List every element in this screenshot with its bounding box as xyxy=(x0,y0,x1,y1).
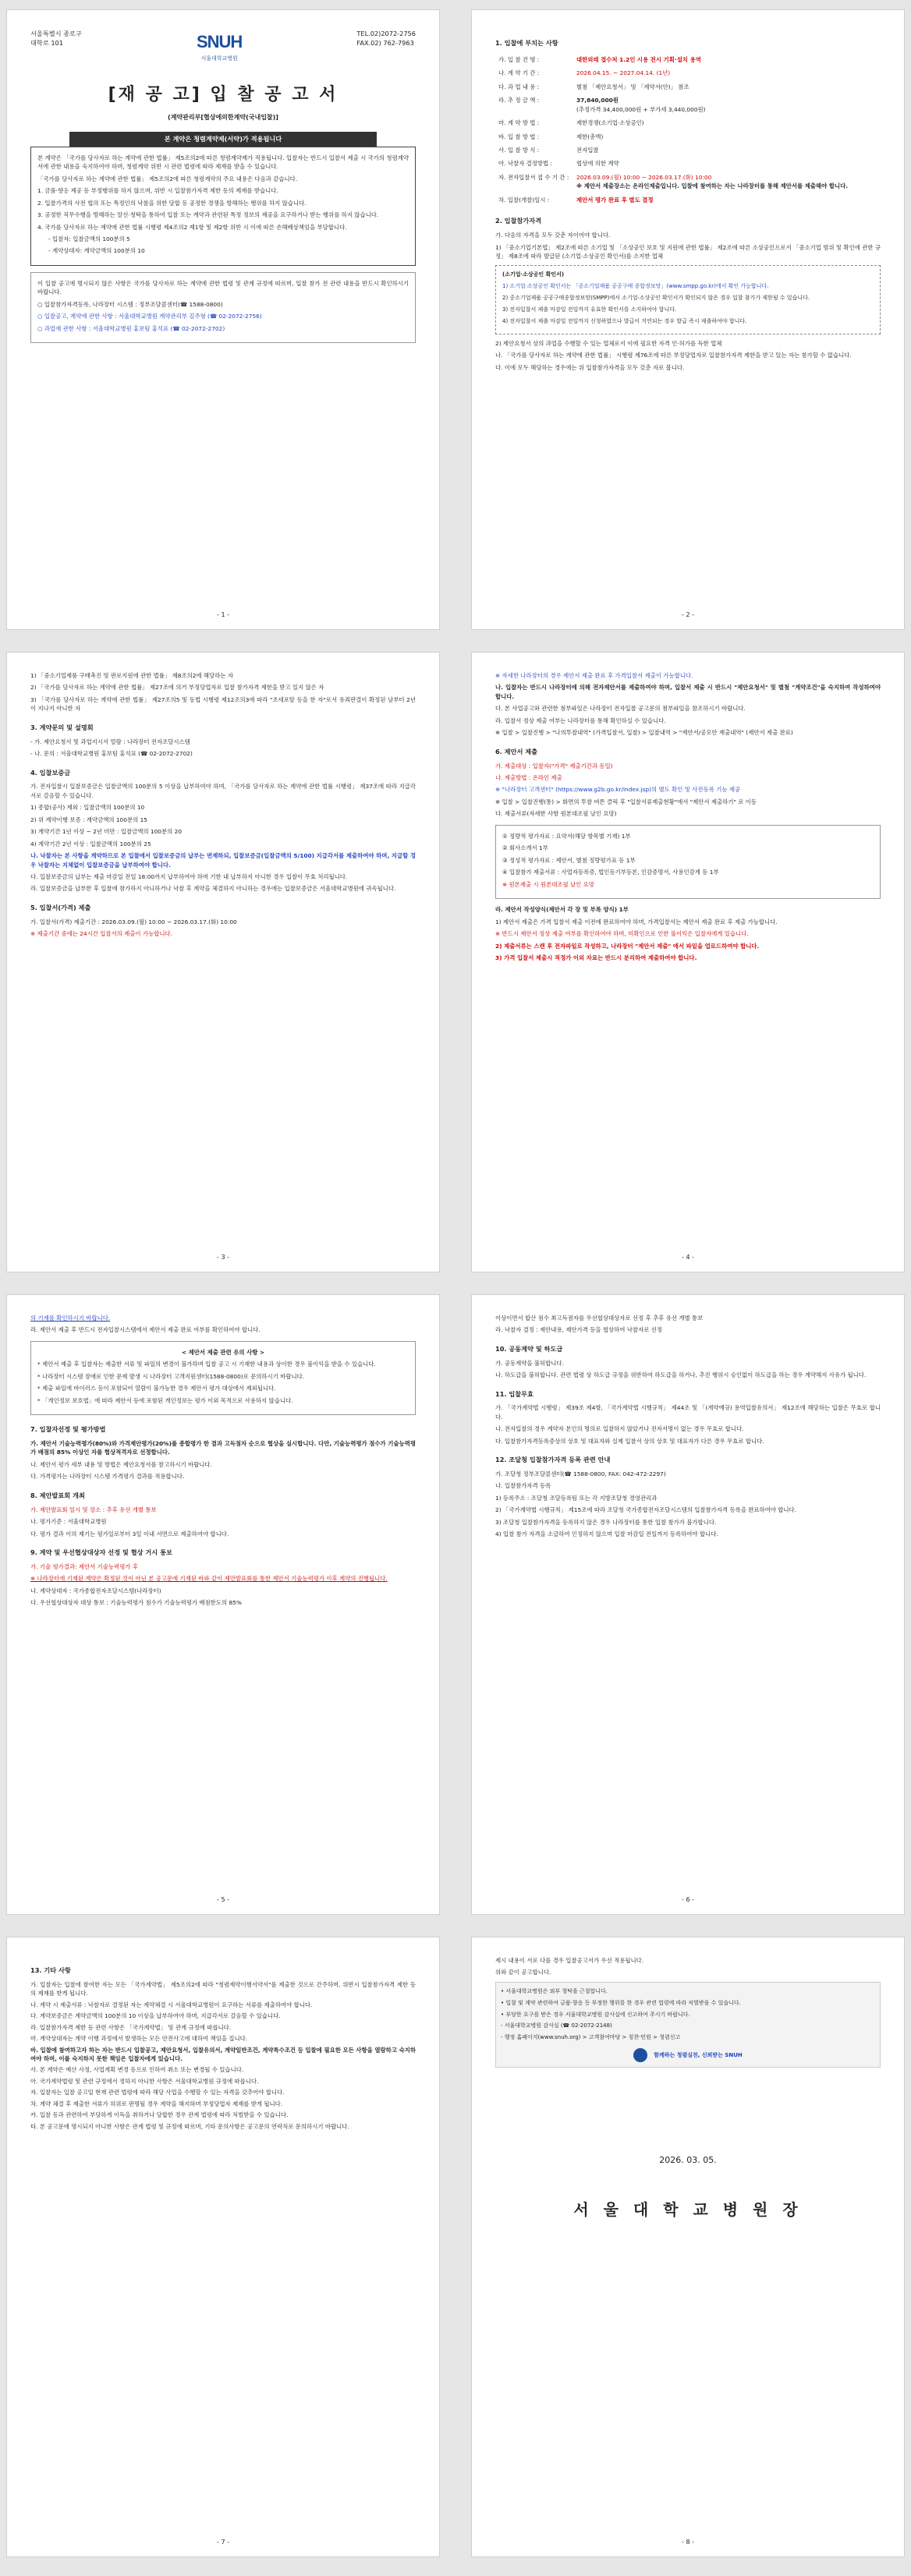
integrity-item: 1. 금품·향응 제공 등 부정행위를 하지 않으며, 위반 시 입찰참가자격 제한 등의 제재를 받습니다. xyxy=(37,187,278,195)
paragraph: 라. 제안서 작성양식(제안서 각 장 및 부록 양식) 1부 xyxy=(495,906,629,914)
table-row: 자. 전자입찰서 접 수 기 간 : 2026.03.09.(월) 10:00 ~ 2026.03.17.(화) 10:00 ※ 제안서 제출장소는 온라인제출입니다. 입찰에 참여하는 자는 나라장터를 통해 제안서를 제출해야 합니다. xyxy=(495,171,881,193)
paragraph: 타. 본 공고문에 명시되지 아니한 사항은 관계 법령 및 규정에 따르며, 기타 문의사항은 공고문의 연락처로 문의하시기 바랍니다. xyxy=(30,2122,349,2130)
page-1 xyxy=(6,9,440,630)
address: 서울특별시 종로구 xyxy=(30,30,82,37)
receipt-note: ※ 제안서 제출장소는 온라인제출입니다. 입찰에 참여하는 자는 나라장터를 통해 제안서를 제출해야 합니다. xyxy=(576,182,849,190)
integrity-item: 3. 공정한 직무수행을 방해하는 알선·청탁을 통하여 입찰 또는 계약과 관련된 특정 정보의 제공을 요구하거나 받는 행위를 하지 않습니다. xyxy=(37,211,379,219)
letterhead xyxy=(30,29,416,63)
paragraph: 나. 전자입찰의 경우 계약자 본인의 명의로 입찰하지 않았거나 전자서명이 없는 경우 무효로 합니다. xyxy=(495,1425,744,1433)
paragraph: 다. 입찰보증금의 납부는 제출 마감일 전일 18:00까지 납부하여야 하며 기한 내 납부하지 아니한 경우 입찰이 무효 처리됩니다. xyxy=(30,872,348,880)
page-number: - 7 - xyxy=(217,2538,229,2546)
page-number: - 5 - xyxy=(217,1895,229,1903)
section-heading: 11. 입찰무효 xyxy=(495,1389,533,1398)
paragraph: 다. 계약보증금은 계약금액의 100분의 10 이상을 납부하여야 하며, 지급각서로 갈음할 수 있습니다. xyxy=(30,2012,281,2020)
submission-documents-box: ① 정량적 평가자료 : 요약서(해당 항목별 기재) 1부 ② 회사소개서 1부 ③ 정성적 평가자료 : 제안서, 별첨 정량평가표 등 1부 ④ 입찰참가 제출서류 : 사업자등록증, 법인등기부등본, 인감증명서, 사용인감계 등 1부 ※ 원본제출 시 원본대조필 날인 요망 xyxy=(495,825,881,899)
paragraph: 나. 제안서 평가 세부 내용 및 방법은 제안요청서를 참고하시기 바랍니다. xyxy=(30,1460,212,1468)
paragraph: 라. 낙찰자 결정 : 제안내용, 제안가격 등을 협상하여 낙찰자로 선정 xyxy=(495,1326,662,1334)
integrity-slogan: 함께하는 청렴실천, 신뢰받는 SNUH xyxy=(501,2048,875,2062)
section-heading: 7. 입찰자선정 및 평가방법 xyxy=(30,1425,106,1434)
paragraph: ※ "나라장터 고객센터" (https://www.g2b.go.kr/index.jsp)의 별도 확인 및 사전등록 기능 제공 xyxy=(495,786,741,794)
paragraph: 나. 평가기준 : 서울대학교병원 xyxy=(30,1518,107,1526)
page-7 xyxy=(6,1937,440,2557)
intro-text: 본 계약은 「국가를 당사자로 하는 계약에 관한 법률」 제5조의2에 따른 청렴계약제가 적용됩니다. 입찰자는 반드시 입찰서 제출 시 국가의 청렴계약서에 관한 내용을 숙지하여야 하며, 청렴계약 위반 시 관련 법령에 따라 제재를 받을 수 있습니다. xyxy=(37,154,409,171)
page-number: - 8 - xyxy=(682,2538,694,2546)
paragraph: 가. 제안서 기술능력평가(80%)와 가격제안평가(20%)를 종합평가 한 결과 고득점자 순으로 협상을 실시합니다. 다만, 기술능력평가 점수가 기술능력평가 배점의 85% 이상인 자를 협상적격자로 선정합니다. xyxy=(30,1439,416,1456)
paragraph: 가. 제안발표회 일시 및 장소 : 추후 유선 개별 통보 xyxy=(30,1506,157,1513)
paragraph: 나. 입찰자는 반드시 나라장터에 의해 전자제안서를 제출하여야 하며, 입찰서 제출 시 반드시 "제안요청서" 및 별첨 "계약조건"을 숙지하여 작성하여야 합니다. xyxy=(495,684,881,700)
paragraph: 다. 평가 결과 이의 제기는 평가일로부터 3일 이내 서면으로 제출하여야 합니다. xyxy=(30,1530,229,1537)
section-heading: 6. 제안서 제출 xyxy=(495,747,538,755)
paragraph: 가. 입찰자는 입찰에 참여한 자는 모든 「국가계약법」 제5조의2에 따라 "청렴계약이행서약서"를 제출한 것으로 간주하며, 위반시 입찰참가자격 제한 등의 제재를 받게 됩니다. xyxy=(30,1980,416,1997)
paragraph: 3) 조달청 입찰참가자격을 등록하지 않은 경우 나라장터를 통한 입찰 참가가 불가합니다. xyxy=(495,1518,717,1526)
paragraph: 1) 등록주소 : 조달청 조달등록팀 또는 각 지방조달청 경영관리과 xyxy=(495,1494,658,1502)
paragraph: ※ 제출기간 중에는 24시간 입찰서의 제출이 가능합니다. xyxy=(30,930,172,938)
paragraph: 나. 입찰참가자격 등록 xyxy=(495,1482,551,1490)
paragraph: 2) 제출서류는 스캔 후 전자파일로 작성하고, 나라장터 "제안서 제출" 에서 파일을 업로드하여야 합니다. xyxy=(495,942,760,950)
table-row: 차. 입찰(개찰)일시 : 제안서 평가 완료 후 별도 결정 xyxy=(498,196,654,203)
hospital-logo: SNUH 서울대학교병원 xyxy=(196,32,243,62)
paragraph: 나. 「국가를 당사자로 하는 계약에 관한 법률」 시행령 제76조에 따른 부정당업자로 입찰참가자격 제한을 받고 있는 자는 참가할 수 없습니다. xyxy=(495,352,852,359)
paragraph: 4) 입찰 참가 자격을 소급하여 인정하지 않으며 입찰 마감일 전일까지 등록하여야 합니다. xyxy=(495,1530,718,1538)
table-row: 가. 입 찰 건 명 : 대한외래 접수처 1.2인 시용 전시 기획·설치 용역 xyxy=(498,55,701,63)
paragraph: 가. 기술 평가결과: 제안서 기술능력평가 후 xyxy=(30,1562,138,1570)
table-row: 아. 낙찰자 결정방법 : 협상에 의한 계약 xyxy=(498,160,619,168)
document-subtitle: (계약관리부[협상에의한계약(국내입찰)] xyxy=(168,113,278,121)
paragraph: 4) 계약기간 2년 이상 : 입찰금액의 100분의 25 xyxy=(30,840,151,847)
vat-note: (추정가격 34,400,000원 + 부가세 3,440,000원) xyxy=(576,105,706,113)
intro-text-2: 「국가를 당사자로 하는 계약에 관한 법률」 제5조의2에 따른 청렴계약의 주요 내용은 다음과 같습니다. xyxy=(37,175,298,182)
page-number: - 1 - xyxy=(217,610,229,618)
anti-corruption-box: • 서울대학교병원은 외부 청탁을 근절합니다. • 입찰 및 계약 관련하여 금품·향응 등 부정한 행위를 한 경우 관련 법령에 따라 처벌받을 수 있습니다. • 부당한 요구를 받은 경우 서울대학교병원 감사실에 신고하여 주시기 바랍니다. - 서울대학교병원 감사실 (☎ 02-2072-2148) - 행정 홈페이지(www.snuh.org) > 고객참여마당 > 칭찬·민원 > 청렴신고 함께하는 청렴실천, 신뢰받는 SNUH xyxy=(495,1982,881,2068)
paragraph: 위와 같이 공고합니다. xyxy=(495,1969,551,1976)
bid-info-table xyxy=(495,53,881,207)
page-number: - 6 - xyxy=(682,1895,694,1903)
integrity-banner: 본 계약은 청렴계약제(서약)가 적용됩니다 xyxy=(69,132,377,147)
paragraph: 가. 「국가계약법 시행령」 제39조 제4항, 「국가계약법 시행규칙」 제44조 및 「(계약예규) 용역입찰유의서」 제12조에 해당하는 입찰은 무효로 합니다. xyxy=(495,1404,881,1421)
section-heading: 8. 제안발표회 개최 xyxy=(30,1491,85,1499)
paragraph: 의 기재를 확인하시기 바랍니다. xyxy=(30,1315,111,1322)
paragraph: ※ 입찰 > 입찰진행(통) > 화면의 투찰 버튼 클릭 후 "입찰서류제출현황"에서 "제안서 제출하기" 로 이동 xyxy=(495,798,757,805)
page-6 xyxy=(471,1294,905,1915)
paragraph: 차. 계약 체결 후 제출한 서류가 허위로 판명될 경우 계약을 해지하며 부정당업자 제재를 받게 됩니다. xyxy=(30,2100,283,2107)
page-5 xyxy=(6,1294,440,1915)
integrity-item: 2. 입찰가격의 사전 협의 또는 특정인의 낙찰을 위한 담합 등 공정한 경쟁을 방해하는 행위를 하지 않습니다. xyxy=(37,199,307,207)
page-number: - 4 - xyxy=(682,1253,694,1261)
page-number: - 2 - xyxy=(682,610,694,618)
paragraph: 가. 입찰서(가격) 제출기간 : 2026.03.09.(월) 10:00 ~ 2026.03.17.(화) 10:00 xyxy=(30,918,237,925)
section-heading: 2. 입찰참가자격 xyxy=(495,217,542,225)
page-8 xyxy=(471,1937,905,2557)
paragraph: 사. 본 계약은 예산 사정, 사업계획 변경 등으로 인하여 취소 또는 변경될 수 있습니다. xyxy=(30,2066,244,2074)
announcement-date: 2026. 03. 05. xyxy=(659,2155,717,2166)
paragraph: ※ 입찰 > 입찰진행 > "나의투찰내역" (가격입찰서, 입찰) > 입찰내역 > "제안서/공모안 제출내역" (제안서 제출 완료) xyxy=(495,729,793,737)
paragraph: 2) 「국가를 당사자로 하는 계약에 관한 법률」 제27조에 의거 부정당업자로 입찰 참가자격 제한을 받고 있지 않은 자 xyxy=(30,684,324,692)
signer: 서 울 대 학 교 병 원 장 xyxy=(573,2200,803,2220)
paragraph: 나. 하도급을 불허합니다. 관련 법령 상 하도급 규정을 위반하여 하도급을 하거나, 추진 행위시 승인없이 하도급을 하는 경우 계약해지 사유가 됩니다. xyxy=(495,1371,867,1379)
table-row: 나. 계 약 기 간 : 2026.04.15. ~ 2027.04.14. (1년) xyxy=(498,69,671,77)
contact-line: ○ 과업에 관한 사항 : 서울대학교병원 홍보팀 홍석표 (☎ 02-2072-2702) xyxy=(37,324,225,332)
page-3 xyxy=(6,652,440,1272)
table-row: 라. 추 정 금 액 : 37,840,000원 (추정가격 34,400,000원 + 부가세 3,440,000원) xyxy=(495,94,881,116)
section-heading: 12. 조달청 입찰참가자격 등록 관련 안내 xyxy=(495,1456,611,1464)
paragraph: 다. 입찰참가자격등록증상의 상호 및 대표자와 실제 입찰서 상의 상호 및 대표자가 다른 경우 무효로 합니다. xyxy=(495,1437,764,1445)
paragraph: 나. 제출방법 : 온라인 제출 xyxy=(495,773,562,781)
section-heading: 4. 입찰보증금 xyxy=(30,768,71,777)
paragraph: 다. 우선협상대상자 대상 통보 : 기술능력평가 점수가 기술능력평가 배점한도의 85% xyxy=(30,1599,242,1607)
paragraph: 3) 계약기간 1년 이상 ~ 2년 미만 : 입찰금액의 100분의 20 xyxy=(30,828,183,836)
paragraph: 가. 공동계약을 불허합니다. xyxy=(495,1359,564,1367)
integrity-contract-box xyxy=(30,147,416,266)
paragraph: ※ 자세한 나라장터의 경우 제안서 제출 완료 후 가격입찰서 제출이 가능합니다. xyxy=(495,672,693,679)
paragraph: ※ 반드시 제안서 정상 제출 여부를 확인하여야 하며, 미확인으로 인한 불이익은 입찰자에게 있습니다. xyxy=(495,930,749,938)
table-row: 다. 과 업 내 용 : 별첨 「제안요청서」 및 「계약서(안)」 참조 xyxy=(498,83,689,90)
table-row: 바. 입 찰 방 법 : 제한(총액) xyxy=(498,133,604,140)
integrity-item: 4. 국가를 당사자로 하는 계약에 관한 법률 시행령 제4조의2 제1항 및 제2항 위반 시 이에 따른 손해배상책임을 부담합니다. xyxy=(37,223,347,231)
paragraph: 다. 제출서류(자세한 사항 원본대조필 날인 요망) xyxy=(495,810,617,818)
submission-notice-box: < 제안서 제출 관련 유의 사항 > * 제안서 제출 후 입찰자는 제출한 서류 및 파일의 변경이 불가하며 입찰 공고 시 기재한 내용과 상이한 경우 불이익을 받을 수 있습니다. * 나라장터 시스템 장애로 인한 문제 발생 시 나라장터 고객지원센터(1588-0800)로 문의하시기 바랍니다. * 제출 파일에 바이러스 등이 포함되어 열람이 불가능한 경우 제안서 평가 대상에서 제외됩니다. * 「개인정보 보호법」에 따라 제안서 등에 포함된 개인정보는 평가 이외 목적으로 사용하지 않습니다. xyxy=(30,1341,416,1415)
paragraph: - 나. 문의 : 서울대학교병원 홍보팀 홍석표 (☎ 02-2072-2702) xyxy=(30,750,193,758)
paragraph: - 가. 제안요청서 및 과업지시서 열람 : 나라장터 전자조달시스템 xyxy=(30,738,190,745)
paragraph: 1) 제안서 제출은 가격 입찰서 제출 이전에 완료하여야 하며, 가격입찰서는 제안서 제출 완료 후 제출 가능합니다. xyxy=(495,918,778,925)
paragraph: 2) 제안요청서 상의 과업을 수행할 수 있는 업체로서 이에 필요한 자격 인·허가를 득한 업체 xyxy=(495,339,722,347)
paragraph: 2) 위 계약이행 보증 : 계약금액의 100분의 15 xyxy=(30,816,147,823)
paragraph: 라. 입찰참가자격 제한 등 관련 사항은 「국가계약법」 및 관계 규정에 따릅니다. xyxy=(30,2023,232,2031)
paragraph: 다. 이에 모두 해당하는 경우에는 위 입찰참가자격을 모두 갖춘 자로 봅니다. xyxy=(495,363,685,371)
contact-box xyxy=(30,272,416,343)
paragraph: 자. 입찰자는 입찰 공고일 현재 관련 법령에 따라 해당 사업을 수행할 수 있는 자격을 갖추어야 합니다. xyxy=(30,2089,285,2097)
paragraph: 이상이면서 합산 점수 최고득점자를 우선협상대상자로 선정 후 추후 유선 개별 통보 xyxy=(495,1315,704,1322)
table-row: 사. 입 찰 방 식 : 전자입찰 xyxy=(498,146,599,154)
paragraph: 가. 조달청 정부조달콜센터(☎ 1588-0800, FAX: 042-472-2297) xyxy=(495,1470,666,1477)
section-heading: 5. 입찰서(가격) 제출 xyxy=(30,903,91,911)
paragraph: 1) 종합(공사) 제외 : 입찰금액의 100분의 10 xyxy=(30,804,145,812)
paragraph: 가. 제출대상 : 입찰자("가격" 제출기간과 동일) xyxy=(495,762,613,770)
paragraph: 1) 「중소기업제품 구매촉진 및 판로지원에 관한 법률」 제8조의2에 해당하는 자 xyxy=(30,672,233,679)
paragraph: 가. 다음의 자격을 모두 갖춘 자이어야 합니다. xyxy=(495,232,611,239)
section-heading: 9. 계약 및 우선협상대상자 선정 및 협상 거시 통보 xyxy=(30,1548,172,1556)
contact-line: ○ 입찰참가자격등록, 나라장터 시스템 : 정부조달콜센터(☎ 1588-0800) xyxy=(37,300,223,308)
paragraph: 다. 본 사업공고와 관련한 첨부파일은 나라장터 전자입찰 공고문의 첨부파일을 참조하시기 바랍니다. xyxy=(495,705,746,713)
section-heading: 10. 공동계약 및 하도급 xyxy=(495,1344,563,1353)
paragraph: 3) 「국가를 당사자로 하는 계약에 관한 법률」 제27조의5 및 동법 시행령 제12조의3에 따라 "조세포탈 등을 한 자"로서 유죄판결이 확정된 날부터 2년이 지나지 아니한 자 xyxy=(30,695,416,713)
paragraph: 라. 입찰서 정상 제출 여부는 나라장터를 통해 확인하실 수 있습니다. xyxy=(495,717,666,724)
paragraph: 1) 「중소기업기본법」 제2조에 따른 소기업 및 「소상공인 보호 및 지원에 관한 법률」 제2조에 따른 소상공인으로서 「중소기업 범위 및 확인에 관한 규정」 제8조에 따라 발급된 (소기업·소상공인 확인서)를 소지한 업체 xyxy=(495,243,881,260)
paragraph: 나. 낙찰자는 본 사항을 계약하므로 본 입찰에서 입찰보증금의 납부는 면제하되, 입찰보증금(입찰금액의 5/100) 지급각서를 제출하여야 하며, 지급할 경우 낙찰자는 지체없이 입찰보증금을 납부하여야 합니다. xyxy=(30,852,416,869)
paragraph: 제시 내용이 서로 다를 경우 입찰공고서가 우선 적용됩니다. xyxy=(495,1957,644,1964)
section-heading: 13. 기타 사항 xyxy=(30,1966,71,1974)
paragraph: 3) 가격 입찰서 제출시 적정가 이외 자료는 반드시 분리하여 제출하여야 합니다. xyxy=(495,954,697,962)
paragraph: 나. 계약 시 제출서류 : 낙찰자로 결정된 자는 계약체결 시 서울대학교병원이 요구하는 서류를 제출하여야 합니다. xyxy=(30,2001,313,2008)
paragraph: 나. 계약상대자 : 국가종합전자조달시스템(나라장터) xyxy=(30,1587,161,1594)
section-heading: 1. 입찰에 부치는 사항 xyxy=(495,39,558,47)
paragraph: 바. 입찰에 참여하고자 하는 자는 반드시 입찰공고, 제안요청서, 입찰유의서, 계약일반조건, 계약특수조건 등 입찰에 필요한 모든 사항을 열람하고 숙지하여야 하며, 이를 숙지하지 못한 책임은 입찰자에게 있습니다. xyxy=(30,2046,416,2062)
document-title: [재 공 고] 입 찰 공 고 서 xyxy=(108,84,339,104)
telephone: TEL.02)2072-2756 xyxy=(356,30,416,37)
table-row: 마. 계 약 방 법 : 제한경쟁(소기업·소상공인) xyxy=(498,119,644,127)
integrity-item: - 입찰자: 입찰금액의 100분의 5 xyxy=(48,235,130,242)
section-heading: 3. 계약문의 및 설명회 xyxy=(30,723,94,731)
address-2: 대학로 101 xyxy=(30,39,63,48)
notice-text: 이 입찰 공고에 명시되지 않은 사항은 국가를 당사자로 하는 계약에 관한 법령 및 관계 규정에 따르며, 입찰 참가 전 관련 내용을 반드시 확인하시기 바랍니다. xyxy=(37,279,409,296)
paragraph: 아. 국가계약법령 및 관련 규정에서 정하지 아니한 사항은 서울대학교병원 규정에 따릅니다. xyxy=(30,2077,259,2085)
page-2 xyxy=(471,9,905,630)
paragraph: 2) 「국가계약법 시행규칙」 제15조에 따라 조달청 국가종합전자조달시스템의 입찰참가자격 등록을 완료하여야 합니다. xyxy=(495,1506,797,1514)
paragraph: 마. 계약상대자는 계약 이행 과정에서 발생하는 모든 안전사고에 대하여 책임을 집니다. xyxy=(30,2035,248,2043)
contact-line: ○ 입찰공고, 계약에 관한 사항 : 서울대학교병원 계약관리부 김주형 (☎ 02-2072-2756) xyxy=(37,313,262,320)
fax: FAX.02) 762-7963 xyxy=(356,39,414,48)
integrity-item: - 계약상대자: 계약금액의 100분의 10 xyxy=(48,247,145,255)
snuh-emblem-icon xyxy=(633,2048,647,2062)
paragraph: 라. 입찰보증금을 납부한 후 입찰에 참가하지 아니하거나 낙찰 후 계약을 체결하지 아니하는 경우에는 입찰보증금은 서울대학교병원에 귀속됩니다. xyxy=(30,885,396,893)
paragraph: 다. 가격평가는 나라장터 시스템 가격평가 결과를 적용합니다. xyxy=(30,1473,185,1481)
page-number: - 3 - xyxy=(217,1253,229,1261)
paragraph: 가. 전자입찰시 입찰보증금은 입찰금액의 100분의 5 이상을 납부하여야 하며, 「국가를 당사자로 하는 계약에 관한 법률 시행령」 제37조에 따라 지급각서로 갈음할 수 있습니다. xyxy=(30,783,416,799)
page-4 xyxy=(471,652,905,1272)
certificate-note-box: (소기업·소상공인 확인서) 1) 소기업·소상공인 확인서는 「중소기업제품 공공구매 종합정보망」(www.smpp.go.kr)에서 확인 가능합니다. 2) 중소기업제품 공공구매종합정보망(SMPP)에서 소기업·소상공인 확인서가 확인되지 않은 경우 입찰 참가가 제한될 수 있습니다. 3) 전자입찰서 제출 마감일 전일까지 유효한 확인서를 소지하여야 합니다. 4) 전자입찰서 제출 마감일 전일까지 신청하였으나 발급이 지연되는 경우 발급 즉시 제출하여야 합니다. xyxy=(495,265,881,334)
paragraph: ※ 나라장터에 기재된 계약은 확정된 것이 아닌 본 공고문에 기재된 바와 같이 제안발표회를 통한 제안서 기술능력평가 이후 계약의 진행됩니다. xyxy=(30,1575,388,1583)
paragraph: 카. 입찰 등과 관련하여 부당하게 이득을 취하거나 담합한 경우 관계 법령에 따라 처벌받을 수 있습니다. xyxy=(30,2111,289,2119)
paragraph: 라. 제안서 제출 후 반드시 전자입찰시스템에서 제안서 제출 완료 여부를 확인하여야 합니다. xyxy=(30,1326,261,1334)
